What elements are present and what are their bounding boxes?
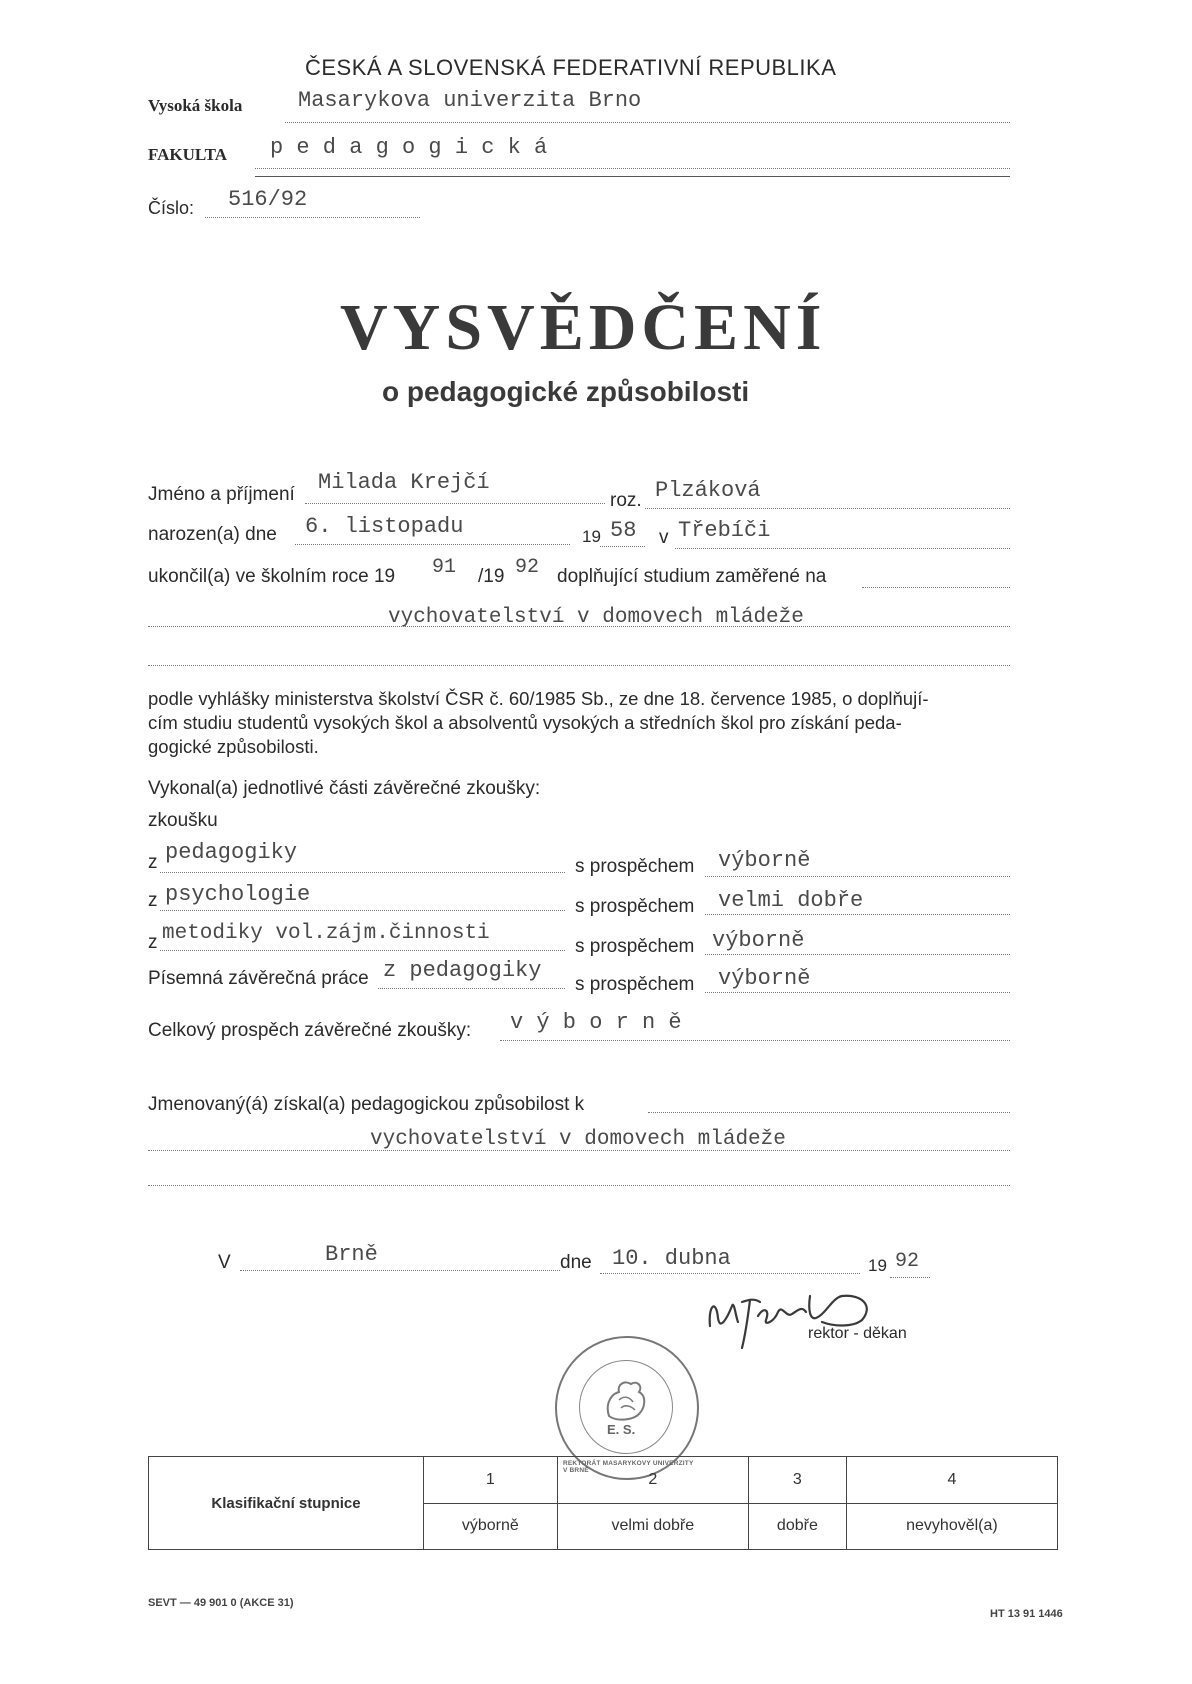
maiden-line	[645, 508, 1010, 509]
exam-row-1-result-line	[705, 876, 1010, 877]
exam-row-3-line	[160, 950, 565, 951]
thesis-subject: z pedagogiky	[383, 958, 542, 983]
study-year-separator: /19	[478, 566, 505, 587]
exam-row-1-subject: pedagogiky	[165, 840, 298, 865]
maiden-value: Plzáková	[655, 478, 761, 503]
faculty-line	[255, 168, 1010, 169]
grade-name-3: dobře	[748, 1503, 846, 1550]
signature-date-label: dne	[560, 1252, 592, 1273]
maiden-label: roz.	[610, 490, 642, 511]
exam-row-3-result-line	[705, 954, 1010, 955]
study-blank-line	[148, 665, 1010, 666]
thesis-result-line	[705, 992, 1010, 993]
qualification-blank-line	[148, 1185, 1010, 1186]
signature-place-line	[240, 1270, 560, 1271]
classification-label: Klasifikační stupnice	[149, 1457, 424, 1550]
qualification-value-line	[148, 1150, 1010, 1151]
stamp-ring-text: REKTORÁT MASARYKOVY UNIVERZITY V BRNĚ	[563, 1460, 694, 1474]
exam-row-1-result: výborně	[718, 848, 811, 873]
signature-year-prefix: 19	[868, 1256, 887, 1275]
study-year-from: 91	[432, 556, 457, 579]
study-label-line	[862, 587, 1010, 588]
name-line	[305, 503, 605, 504]
grade-name-1: výborně	[424, 1503, 558, 1550]
footer-left: SEVT — 49 901 0 (AKCE 31)	[148, 1597, 294, 1609]
overall-label: Celkový prospěch závěrečné zkoušky:	[148, 1020, 472, 1041]
exam-row-2-subject: psychologie	[165, 882, 311, 907]
exam-row-2-result-line	[705, 914, 1010, 915]
exam-row-3-result: výborně	[712, 928, 805, 953]
exam-label: zkoušku	[148, 810, 218, 831]
school-line	[285, 122, 1010, 123]
place-label: v	[659, 527, 669, 548]
name-value: Milada Krejčí	[318, 470, 490, 495]
lion-emblem-icon	[599, 1374, 653, 1424]
overall-value: v ý b o r n ě	[510, 1010, 682, 1035]
finished-label: ukončil(a) ve školním roce 19	[148, 566, 396, 587]
exam-row-3-subject: metodiky vol.zájm.činnosti	[162, 922, 490, 945]
faculty-label: FAKULTA	[148, 145, 228, 164]
exam-row-2-prefix: z	[148, 890, 158, 911]
born-year-value: 58	[610, 518, 637, 543]
exam-row-2-line	[160, 910, 565, 911]
exam-row-1-result-label: s prospěchem	[575, 856, 695, 877]
qualification-label-line	[648, 1112, 1010, 1113]
signature-place-label: V	[218, 1252, 231, 1273]
place-line	[675, 548, 1010, 549]
thesis-result-label: s prospěchem	[575, 974, 695, 995]
qualification-label: Jmenovaný(á) získal(a) pedagogickou způsobilost k	[148, 1094, 585, 1115]
grade-name-4: nevyhověl(a)	[846, 1503, 1057, 1550]
regulation-line-1: podle vyhlášky ministerstva školství ČSR č. 60/1985 Sb., ze dne 18. července 1985, o doplňují-	[148, 688, 929, 709]
overall-line	[500, 1040, 1010, 1041]
grade-number-4: 4	[846, 1457, 1057, 1504]
grade-number-3: 3	[748, 1457, 846, 1504]
classification-table	[148, 1456, 1058, 1550]
signature-role: rektor - děkan	[808, 1325, 907, 1342]
born-value: 6. listopadu	[305, 514, 464, 539]
study-label: doplňující studium zaměřené na	[557, 566, 827, 587]
signature-year-line	[890, 1277, 930, 1278]
signature-year-value: 92	[895, 1250, 920, 1273]
document-subtitle: o pedagogické způsobilosti	[382, 376, 750, 407]
signature-date-value: 10. dubna	[612, 1246, 731, 1271]
signature-date-line	[600, 1273, 860, 1274]
document-title: VYSVĚDČENÍ	[340, 291, 827, 364]
handwritten-signature	[702, 1276, 892, 1356]
regulation-line-2: cím studiu studentů vysokých škol a absolventů vysokých a středních škol pro získání peda-	[148, 712, 902, 733]
study-year-to: 92	[515, 556, 540, 579]
republic-heading: ČESKÁ A SLOVENSKÁ FEDERATIVNÍ REPUBLIKA	[305, 55, 837, 80]
footer-right: HT 13 91 1446	[990, 1608, 1063, 1620]
study-focus-value: vychovatelství v domovech mládeže	[388, 606, 804, 629]
exam-row-2-result-label: s prospěchem	[575, 896, 695, 917]
signature-place-value: Brně	[325, 1242, 378, 1267]
thesis-result: výborně	[718, 966, 811, 991]
study-focus-line	[148, 626, 1010, 627]
school-label: Vysoká škola	[148, 96, 243, 115]
exam-row-1-line	[160, 872, 565, 873]
exam-row-3-prefix: z	[148, 932, 158, 953]
born-year-prefix: 19	[582, 527, 601, 546]
born-year-line	[600, 546, 645, 547]
thesis-line	[378, 988, 565, 989]
number-value: 516/92	[228, 187, 308, 212]
faculty-value: p e d a g o g i c k á	[270, 135, 548, 160]
stamp-label: E. S.	[607, 1422, 636, 1437]
born-label: narozen(a) dne	[148, 524, 277, 545]
born-line	[295, 544, 570, 545]
number-label: Číslo:	[148, 198, 195, 218]
exam-row-3-result-label: s prospěchem	[575, 936, 695, 957]
grade-number-2: 2	[557, 1457, 748, 1504]
faculty-rule	[255, 176, 1010, 177]
regulation-line-3: gogické způsobilosti.	[148, 736, 319, 757]
exam-row-2-result: velmi dobře	[718, 888, 864, 913]
thesis-label: Písemná závěrečná práce	[148, 968, 369, 989]
exams-intro: Vykonal(a) jednotlivé části závěrečné zkoušky:	[148, 778, 541, 799]
grade-name-2: velmi dobře	[557, 1503, 748, 1550]
grade-number-1: 1	[424, 1457, 558, 1504]
qualification-value: vychovatelství v domovech mládeže	[370, 1128, 786, 1151]
name-label: Jméno a příjmení	[148, 484, 295, 505]
school-value: Masarykova univerzita Brno	[298, 88, 642, 113]
exam-row-1-prefix: z	[148, 852, 158, 873]
number-line	[205, 217, 420, 218]
place-value: Třebíči	[678, 518, 771, 543]
